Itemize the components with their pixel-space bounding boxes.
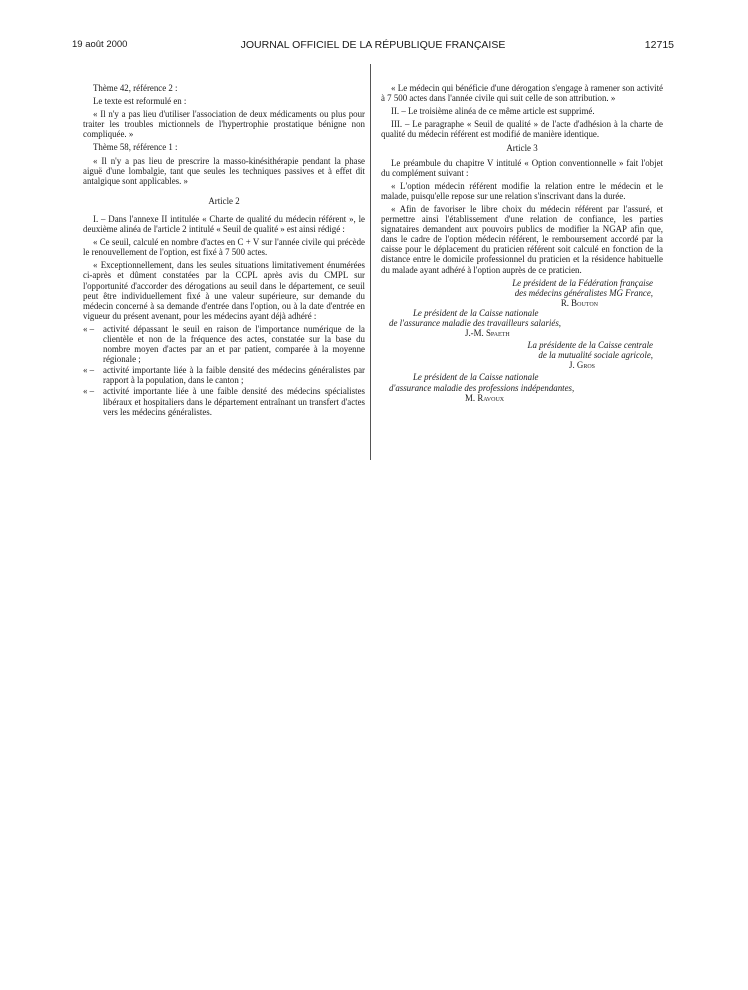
article2-paragraph: I. – Dans l'annexe II intitulée « Charte de qualité du médecin référent », le deuxième alinéa de l'article 2 intitulé « Seuil de qualité » est ainsi rédigé :	[83, 213, 365, 235]
list-item	[83, 386, 365, 416]
article-3-title: Article 3	[506, 143, 538, 154]
left-column	[83, 83, 365, 418]
list-marker: « –	[83, 323, 95, 334]
paragraph-ii: II. – Le troisième alinéa de ce même article est supprimé.	[391, 106, 595, 117]
signatory-name: M. Ravoux	[465, 392, 505, 403]
derogation-paragraph: « Le médecin qui bénéficie d'une dérogation s'engage à ramener son activité à 7 500 actes dans l'année civile qui suit celle de son attribution. »	[381, 83, 663, 104]
signatory-title: La présidente de la Caisse centrale	[527, 340, 653, 351]
list-item	[83, 365, 365, 385]
signature-cnamts	[379, 308, 663, 338]
theme58-heading: Thème 58, référence 1 :	[93, 142, 178, 153]
list-item-text: activité dépassant le seuil en raison de l'importance numérique de la clientèle et non de la fréquence des actes, constatée sur la base du nombre moyen d'actes par an et par patient, comparée à la moyenne régionale ;	[103, 323, 365, 365]
right-column	[381, 83, 663, 403]
signatory-name: J.-M. Spaeth	[465, 328, 510, 339]
signature-msa	[381, 340, 663, 370]
signatory-title: de la mutualité sociale agricole,	[538, 350, 653, 361]
signatory-title: des médecins généralistes MG France,	[514, 287, 653, 298]
article3-paragraph: Le préambule du chapitre V intitulé « Option conventionnelle » fait l'objet du complément suivant :	[381, 157, 663, 178]
list-marker: « –	[83, 365, 95, 376]
article3-paragraph: « L'option médecin référent modifie la relation entre le médecin et le malade, puisqu'elle repose sur une relation s'inscrivant dans la durée.	[381, 180, 663, 201]
signatory-title: Le président de la Caisse nationale	[413, 307, 539, 318]
signatory-title: Le président de la Caisse nationale	[413, 372, 539, 383]
signatory-title: Le président de la Fédération française	[512, 277, 653, 288]
signatory-title: de l'assurance maladie des travailleurs salariés,	[389, 317, 561, 328]
list-item-text: activité importante liée à une faible densité des médecins spécialistes libéraux et hospitaliers dans le département entraînant un transfert d'actes vers les médecins généralistes.	[103, 386, 365, 417]
article2-paragraph: « Ce seuil, calculé en nombre d'actes en C + V sur l'année civile qui précède le renouvellement de l'option, est fixé à 7 500 actes.	[83, 237, 365, 258]
signatory-title: d'assurance maladie des professions indépendantes,	[389, 382, 575, 393]
page-number: 12715	[644, 39, 674, 51]
article2-paragraph: « Exceptionnellement, dans les seules situations limitativement énumérées ci-après et dûment constatées par la CCPL après avis du CMPL sur l'opportunité d'accorder des dérogations au seuil dans le département, ce seuil peut être individuellement fixé à une valeur supérieure, sur demande du médecin concerné à sa demande d'entrée dans l'option, ou à la date d'entrée en vigueur du présent avenant, pour les médecins ayant déjà adhéré :	[83, 260, 365, 321]
list-marker: « –	[83, 386, 95, 397]
signatory-name: R. Bouton	[560, 297, 598, 308]
article3-paragraph: « Afin de favoriser le libre choix du médecin référent par l'assuré, et permettre ainsi l'établissement d'une relation de confiance, les parties signataires demandent aux pouvoirs publics de modifier la NGAP afin que, dans le cadre de l'option médecin référent, le remboursement accordé par la caisse pour le déplacement du praticien référent soit calculé en fonction de la distance entre le domicile professionnel du praticien et la résidence habituelle du malade ayant adhéré à l'option auprès de ce praticien.	[381, 203, 663, 275]
derogation-list	[83, 324, 365, 417]
issue-date: 19 août 2000	[72, 39, 128, 50]
signature-mg-france	[381, 278, 663, 308]
theme42-heading: Thème 42, référence 2 :	[93, 83, 178, 93]
signatory-name: J. Gros	[569, 360, 595, 371]
column-divider	[370, 64, 371, 460]
list-item	[83, 324, 365, 364]
list-item-text: activité importante liée à la faible densité des médecins généralistes par rapport à la population, dans le canton ;	[103, 365, 365, 386]
page-header	[72, 39, 674, 53]
signature-canam	[379, 372, 663, 402]
theme42-intro: Le texte est reformulé en :	[93, 96, 187, 107]
theme42-quote: « Il n'y a pas lieu d'utiliser l'association de deux médicaments ou plus pour traiter les troubles mictionnels de l'hypertrophie prostatique bénigne non compliquée. »	[83, 109, 365, 140]
theme58-quote: « Il n'y a pas lieu de prescrire la masso-kinésithérapie pendant la phase aiguë d'une lombalgie, tant que seules les techniques passives et à effet dit antalgique sont applicables. »	[83, 155, 365, 186]
journal-title: JOURNAL OFFICIEL DE LA RÉPUBLIQUE FRANÇAISE	[240, 39, 506, 51]
signature-block	[381, 278, 663, 403]
article-2-title: Article 2	[208, 195, 240, 206]
paragraph-iii: III. – Le paragraphe « Seuil de qualité » de l'acte d'adhésion à la charte de qualité du médecin référent est modifié de manière identique.	[381, 119, 663, 140]
